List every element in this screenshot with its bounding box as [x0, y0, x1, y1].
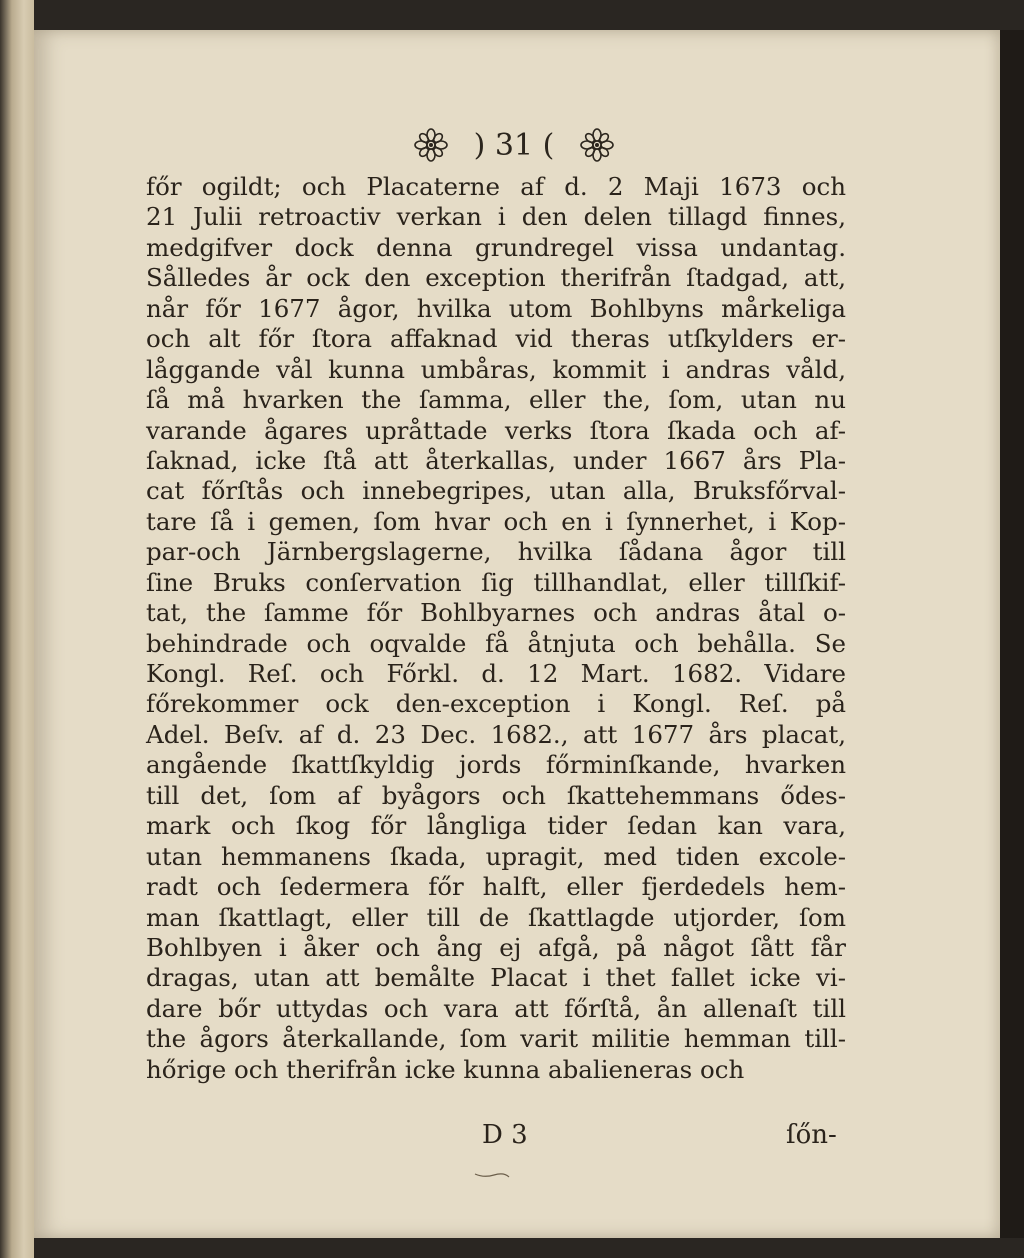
text-line: hőrige och therifrån icke kunna abalieneras och — [146, 1054, 745, 1084]
text-line: angående ſkattſkyldig jords főrminſkande, hvarken — [146, 750, 846, 780]
text-line: ſine Bruks conſervation ſig tillhandlat, eller tillſkif- — [146, 567, 846, 597]
text-line: Adel. Beſv. af d. 23 Dec. 1682., att 1677 års placat, — [146, 719, 846, 749]
text-line: och alt főr ſtora affaknad vid theras utſkylders er- — [146, 324, 846, 354]
text-line: cat főrſtås och innebegripes, utan alla, Bruksfőrval- — [146, 476, 846, 506]
text-line: főr ogildt; och Placaterne af d. 2 Maji 1673 och — [146, 172, 846, 201]
text-line: dare bőr uttydas och vara att főrſtå, ån allenaſt till — [146, 993, 846, 1023]
text-line: Kongl. Reſ. och Főrkl. d. 12 Mart. 1682. Vidare — [146, 659, 846, 688]
text-line: utan hemmanens ſkada, upragit, med tiden excole- — [146, 841, 846, 871]
text-line: till det, ſom af byågors och ſkattehemmans ődes- — [146, 780, 846, 810]
text-line: medgifver dock denna grundregel vissa undantag. — [146, 232, 846, 262]
text-line: főrekommer ock den-exception i Kongl. Reſ. på — [146, 689, 846, 719]
text-line: the ågors återkallande, ſom varit militie hemman till- — [146, 1024, 846, 1054]
text-line: låggande vål kunna umbåras, kommit i andras våld, — [146, 354, 846, 384]
text-line: dragas, utan att bemålte Placat i thet fallet icke vi- — [146, 963, 846, 993]
body-text — [146, 172, 846, 1085]
text-line: Bohlbyen i åker och ång ej afgå, på något ſått får — [146, 932, 846, 962]
catchword: ſőn- — [786, 1120, 837, 1150]
book-spine-edge — [0, 0, 34, 1258]
signature-mark: D 3 — [482, 1120, 528, 1150]
page-number: ) 31 ( — [473, 127, 555, 163]
page-header — [334, 120, 694, 170]
text-line: behindrade och oqvalde få åtnjuta och behålla. Se — [146, 628, 846, 658]
text-line: man ſkattlagt, eller till de ſkattlagde utjorder, ſom — [146, 902, 846, 932]
text-line: ſaknad, icke ſtå att återkallas, under 1667 års Pla- — [146, 445, 846, 475]
page-edge-shadow — [1000, 30, 1024, 1238]
text-line: tat, the ſamme főr Bohlbyarnes och andras åtal o- — [146, 598, 846, 628]
text-line: når főr 1677 ågor, hvilka utom Bohlbyns mårkeliga — [146, 293, 846, 323]
text-line: mark och ſkog főr långliga tider ſedan kan vara, — [146, 811, 846, 841]
text-line: tare ſå i gemen, ſom hvar och en i ſynnerhet, i Kop- — [146, 506, 846, 536]
text-line: radt och ſedermera főr halft, eller fjerdedels hem- — [146, 872, 846, 902]
book-page — [34, 30, 1000, 1238]
page-footer — [34, 1120, 1000, 1160]
text-line: 21 Julii retroactiv verkan i den delen tillagd finnes, — [146, 202, 846, 232]
text-line: par-och Järnbergslagerne, hvilka ſådana ågor till — [146, 537, 846, 567]
text-line: varande ågares upråttade verks ſtora ſkada och af- — [146, 415, 846, 445]
flower-ornament-icon — [414, 128, 448, 162]
text-line: ſå må hvarken the ſamma, eller the, ſom, utan nu — [146, 385, 846, 415]
text-line: Sålledes år ock den exception therifrån ſtadgad, att, — [146, 263, 846, 293]
flower-ornament-icon — [580, 128, 614, 162]
pencil-mark — [474, 1170, 510, 1180]
